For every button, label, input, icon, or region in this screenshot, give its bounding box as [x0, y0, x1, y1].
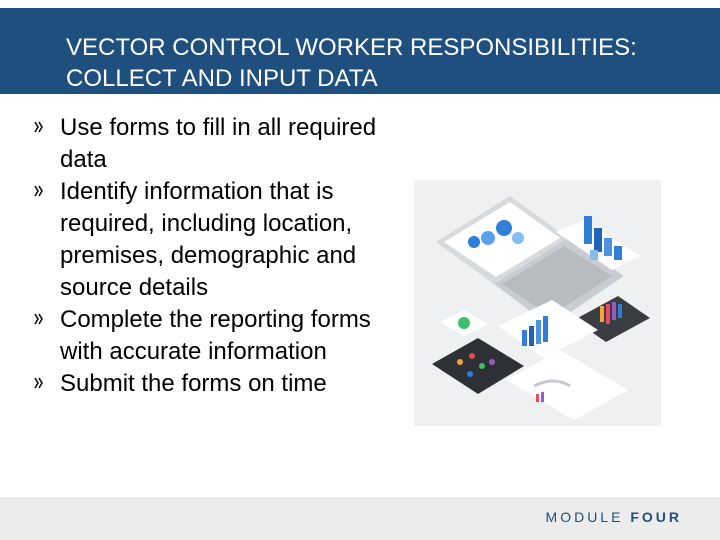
bullet-text: Complete the reporting forms with accurate information [60, 306, 371, 365]
bullet-item [0, 176, 380, 304]
bullet-icon [34, 313, 44, 325]
bullet-text: Identify information that is required, including location, premises, demographic and source details [60, 178, 357, 301]
bullet-item [0, 112, 380, 176]
module-number: FOUR [630, 509, 682, 525]
module-word: MODULE [545, 509, 624, 525]
footer [0, 497, 720, 540]
bullet-list [0, 112, 380, 400]
bullet-text: Use forms to fill in all required data [60, 114, 377, 173]
title-bar [0, 8, 720, 94]
module-label [546, 509, 682, 525]
data-analytics-illustration [414, 180, 661, 426]
bullet-icon [34, 121, 44, 133]
bullet-text: Submit the forms on time [60, 370, 327, 397]
bullet-item [0, 368, 380, 400]
bullet-icon [34, 185, 44, 197]
bullet-item [0, 304, 380, 368]
slide-title: VECTOR CONTROL WORKER RESPONSIBILITIES: COLLECT AND INPUT DATA [66, 34, 637, 92]
bullet-icon [34, 377, 44, 389]
